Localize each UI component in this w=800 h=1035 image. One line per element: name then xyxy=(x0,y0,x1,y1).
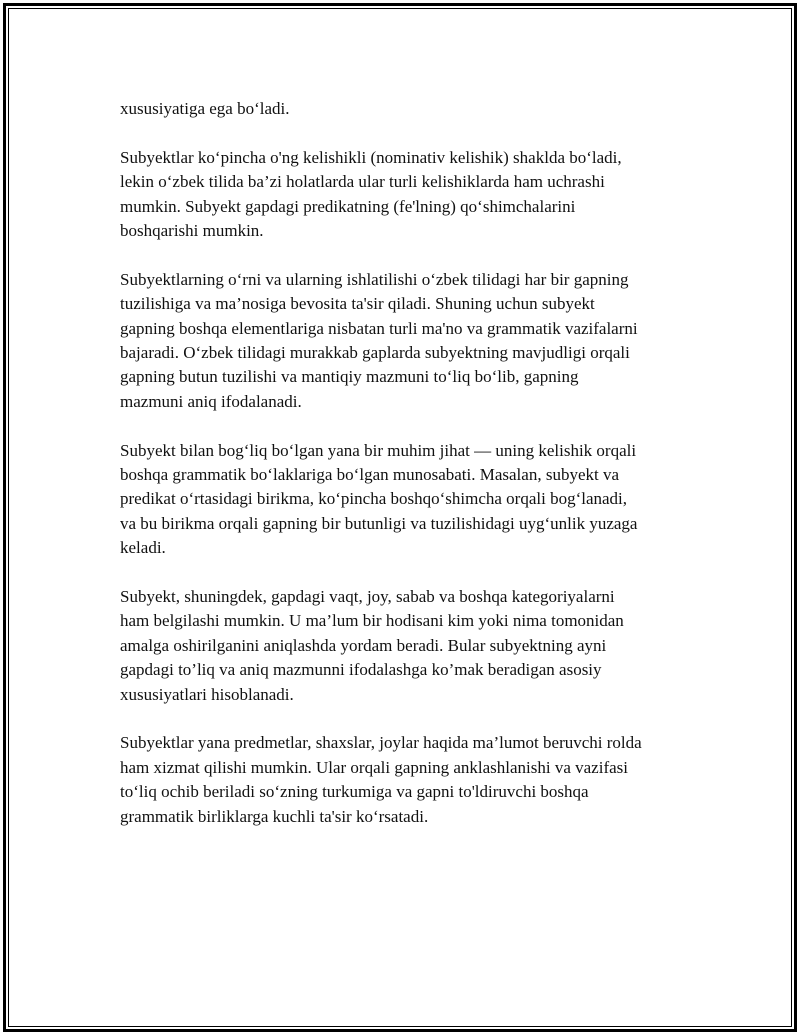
text-line: lekin o‘zbek tilida ba’zi holatlarda ular turli kelishiklarda ham uchrashi xyxy=(120,172,605,192)
paragraph-1 xyxy=(120,97,700,121)
text-line: mazmuni aniq ifodalanadi. xyxy=(120,391,302,411)
text-line: boshqarishi mumkin. xyxy=(120,221,264,241)
text-line: Subyektlarning o‘rni va ularning ishlatilishi o‘zbek tilidagi har bir gapning xyxy=(120,269,629,289)
paragraph-2 xyxy=(120,146,700,244)
text-line: predikat o‘rtasidagi birikma, ko‘pincha boshqo‘shimcha orqali bog‘lanadi, xyxy=(120,489,628,509)
text-line: Subyekt, shuningdek, gapdagi vaqt, joy, sabab va boshqa kategoriyalarni xyxy=(120,587,615,607)
text-line: ham xizmat qilishi mumkin. Ular orqali gapning anklashlanishi va vazifasi xyxy=(120,757,628,777)
text-line: keladi. xyxy=(120,538,166,558)
text-line: amalga oshirilganini aniqlashda yordam beradi. Bular subyektning ayni xyxy=(120,635,607,655)
page-border xyxy=(3,3,797,1032)
text-line: boshqa grammatik bo‘laklariga bo‘lgan munosabati. Masalan, subyekt va xyxy=(120,465,620,485)
document-body xyxy=(120,97,700,854)
text-line: grammatik birliklarga kuchli ta'sir ko‘rsatadi. xyxy=(120,806,429,826)
text-line: mumkin. Subyekt gapdagi predikatning (fe'lning) qo‘shimchalarini xyxy=(120,196,576,216)
text-line: xususiyatlari hisoblanadi. xyxy=(120,684,294,704)
paragraph-6 xyxy=(120,731,700,829)
text-line: va bu birikma orqali gapning bir butunligi va tuzilishidagi uyg‘unlik yuzaga xyxy=(120,513,638,533)
text-line: Subyektlar yana predmetlar, shaxslar, joylar haqida ma’lumot beruvchi rolda xyxy=(120,733,642,753)
text-line: to‘liq ochib beriladi so‘zning turkumiga va gapni to'ldiruvchi boshqa xyxy=(120,782,589,802)
text-line: gapning boshqa elementlariga nisbatan turli ma'no va grammatik vazifalarni xyxy=(120,318,638,338)
paragraph-3 xyxy=(120,268,700,414)
text-line: gapdagi to’liq va aniq mazmunni ifodalashga ko’mak beradigan asosiy xyxy=(120,660,602,680)
text-line: bajaradi. O‘zbek tilidagi murakkab gaplarda subyektning mavjudligi orqali xyxy=(120,343,630,363)
text-line: gapning butun tuzilishi va mantiqiy mazmuni to‘liq bo‘lib, gapning xyxy=(120,367,579,387)
text-line: tuzilishiga va ma’nosiga bevosita ta'sir qiladi. Shuning uchun subyekt xyxy=(120,294,595,314)
text-line: ham belgilashi mumkin. U ma’lum bir hodisani kim yoki nima tomonidan xyxy=(120,611,624,631)
paragraph-4 xyxy=(120,439,700,561)
paragraph-5 xyxy=(120,585,700,707)
text-line: Subyekt bilan bog‘liq bo‘lgan yana bir muhim jihat — uning kelishik orqali xyxy=(120,440,637,460)
text-line: Subyektlar ko‘pincha o'ng kelishikli (nominativ kelishik) shaklda bo‘ladi, xyxy=(120,147,622,167)
text-line: xususiyatiga ega bo‘ladi. xyxy=(120,99,290,118)
